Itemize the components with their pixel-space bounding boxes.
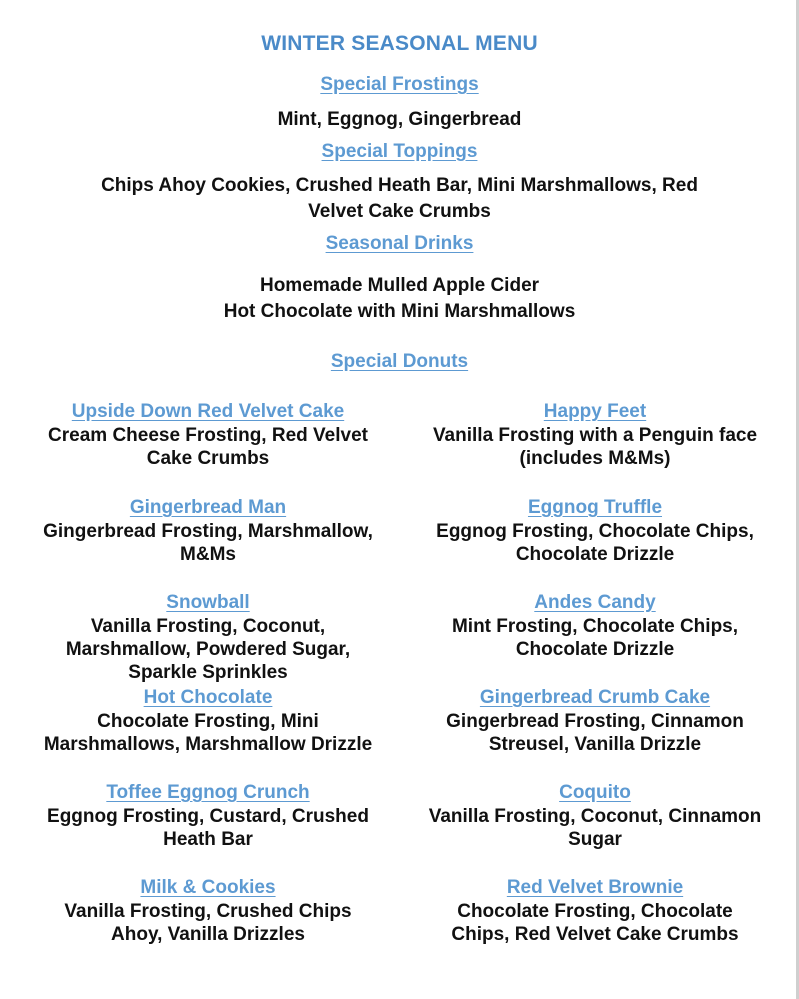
menu-title: WINTER SEASONAL MENU [261,32,538,55]
donut-item [8,591,408,684]
donut-description: Mint Frosting, Chocolate Chips, [451,616,739,637]
donut-name: Gingerbread Crumb Cake [479,687,711,708]
donut-description: Sparkle Sprinkles [128,662,288,683]
donut-name: Snowball [166,592,250,613]
donut-item [8,496,408,566]
donut-name: Hot Chocolate [143,687,273,708]
donut-name: Eggnog Truffle [527,497,663,518]
donut-description: Gingerbread Frosting, Marshmallow, [43,521,373,542]
donut-description: Vanilla Frosting, Coconut, [90,616,326,637]
donut-name: Happy Feet [543,401,647,422]
donut-description: Eggnog Frosting, Custard, Crushed [47,806,369,827]
donut-description: Streusel, Vanilla Drizzle [488,734,702,755]
donut-item [400,496,790,566]
donut-description: M&Ms [180,544,236,565]
donut-item [400,781,790,851]
donut-description: Vanilla Frosting, Crushed Chips [64,901,352,922]
special-toppings-line-2: Velvet Cake Crumbs [308,201,491,222]
seasonal-drinks-heading: Seasonal Drinks [325,233,474,254]
special-frostings-heading: Special Frostings [320,74,479,95]
donut-description: Chocolate Drizzle [515,544,675,565]
donut-item [8,876,408,946]
drink-item: Homemade Mulled Apple Cider [259,275,540,296]
donut-description: Chocolate Frosting, Chocolate [457,901,733,922]
donut-name: Red Velvet Brownie [506,877,684,898]
donut-item [400,876,790,946]
donut-description: Vanilla Frosting, Coconut, Cinnamon [428,806,762,827]
donut-description: Gingerbread Frosting, Cinnamon [446,711,744,732]
donut-description: Marshmallows, Marshmallow Drizzle [43,734,373,755]
donut-description: Cake Crumbs [146,448,270,469]
donut-item [400,591,790,661]
donut-description: Ahoy, Vanilla Drizzles [111,924,305,945]
donut-description: (includes M&Ms) [519,448,671,469]
special-toppings-line-1: Chips Ahoy Cookies, Crushed Heath Bar, Mini Marshmallows, Red [101,175,698,196]
drink-item: Hot Chocolate with Mini Marshmallows [223,301,576,322]
donut-description: Chips, Red Velvet Cake Crumbs [451,924,739,945]
donut-item [8,400,408,470]
donut-description: Eggnog Frosting, Chocolate Chips, [436,521,754,542]
donut-name: Andes Candy [534,592,656,613]
donut-description: Chocolate Frosting, Mini [97,711,319,732]
donut-description: Sugar [568,829,622,850]
donut-item [400,400,790,470]
special-frostings-list: Mint, Eggnog, Gingerbread [277,109,522,130]
donut-item [400,686,790,756]
donut-item [8,781,408,851]
special-toppings-heading: Special Toppings [321,141,478,162]
special-donuts-heading: Special Donuts [330,351,469,372]
donut-description: Vanilla Frosting with a Penguin face [432,425,758,446]
donut-name: Toffee Eggnog Crunch [106,782,310,803]
donut-description: Marshmallow, Powdered Sugar, [65,639,351,660]
donut-description: Heath Bar [163,829,253,850]
donut-name: Coquito [559,782,631,803]
donut-description: Chocolate Drizzle [515,639,675,660]
donut-item [8,686,408,756]
donut-description: Cream Cheese Frosting, Red Velvet [48,425,368,446]
donut-name: Gingerbread Man [129,497,287,518]
donut-name: Milk & Cookies [140,877,276,898]
donut-name: Upside Down Red Velvet Cake [71,401,345,422]
